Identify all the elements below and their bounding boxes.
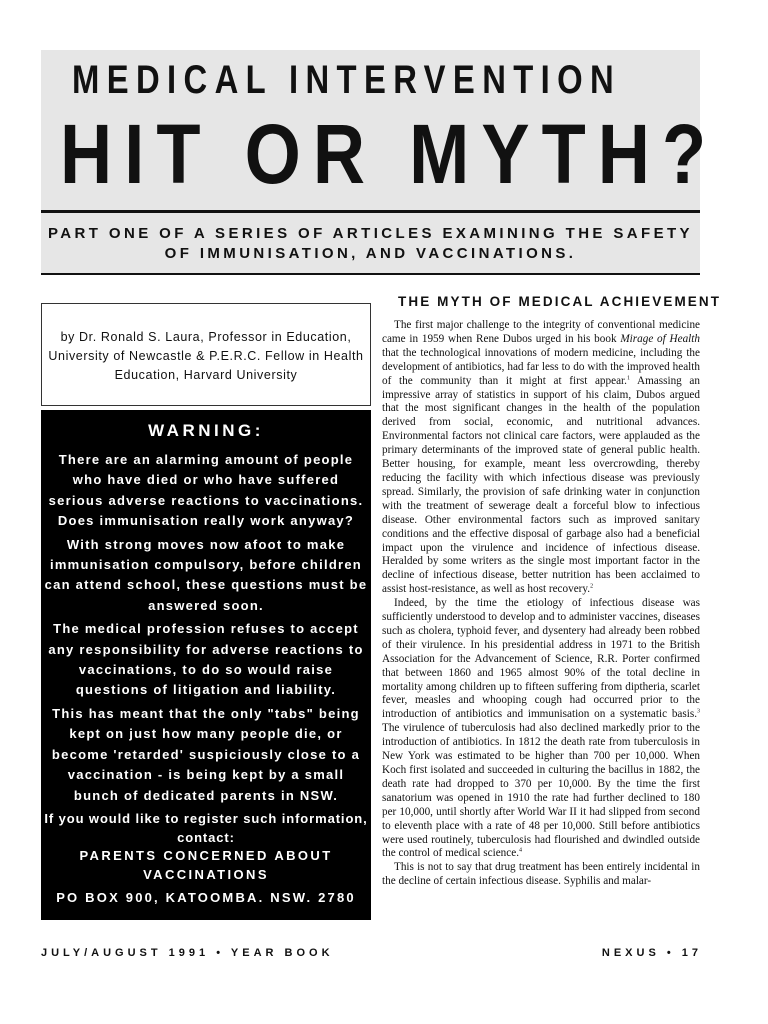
contact-lead: If you would like to register such information, contact:: [44, 811, 368, 845]
footer-page-number: NEXUS • 17: [601, 947, 702, 959]
subtitle: PART ONE OF A SERIES OF ARTICLES EXAMINING THE SAFETY OF IMMUNISATION, AND VACCINATIONS.: [48, 225, 693, 262]
warning-paragraph: The medical profession refuses to accept any responsibility for adverse reactions to vaccinations, to do so would raise questions of litigation and liability.: [48, 621, 364, 698]
article-paragraph: This is not to say that drug treatment has been entirely incidental in the decline of certain infectious disease. Syphilis and malar-: [382, 861, 700, 888]
article-body: [382, 319, 700, 889]
page-title-line2: HIT OR MYTH?: [60, 107, 719, 201]
contact-organisation: PARENTS CONCERNED ABOUT VACCINATIONS: [79, 848, 333, 882]
article-paragraph: The first major challenge to the integrity of conventional medicine came in 1959 when Rene Dubos urged in his book Mirage of Health that the technological innovations of modern medicine, including the development of antibiotics, had far less to do with the improved health of the community than it might at first appear.$^1$ Amassing an impressive array of statistics in support of his claim, Dubos argued that the most significant changes in the health of the population derived from social, economic, and nutritional advances. Environmental factors not clinical care factors, were applauded as the primary determinants of the improved state of general public health. Better housing, for example, meant less overcrowding, thereby reducing the facility with which infectious disease was previously spread. Similarly, the provision of safe drinking water in conjunction with the treatment of sewerage dealt a forceful blow to infectious disease. Other environmental factors such as improved sanitary conditions and the effective disposal of garbage also had a beneficial impact upon the virulence and incidence of infectious disease. Heralded by some writers as the single most important factor in the decline of infectious disease, better nutrition has been acclaimed to assist host-resistance, as well as host recovery.$^2$: [382, 319, 700, 596]
footnote-ref: 4: [519, 847, 522, 854]
footer-issue: JULY/AUGUST 1991 • YEAR BOOK: [41, 947, 334, 959]
warning-paragraph: There are an alarming amount of people who have died or who have suffered serious adverse reactions to vaccinations. Does immunisation really work anyway?: [48, 452, 364, 529]
page-title-line1: MEDICAL INTERVENTION: [72, 58, 622, 102]
footnote-ref: 1: [626, 374, 630, 381]
divider-bottom: [41, 273, 700, 275]
warning-body: [44, 450, 368, 809]
contact-address: PO BOX 900, KATOOMBA. NSW. 2780: [56, 890, 356, 905]
section-heading: THE MYTH OF MEDICAL ACHIEVEMENT: [398, 294, 722, 309]
article-paragraph: Indeed, by the time the etiology of infectious disease was sufficiently understood to develop and to administer vaccines, diseases such as cholera, typhoid fever, and dysentery had already been robbed of their virulence. In his presidential address in 1971 to the British Association for the Advancement of Science, R.R. Porter confirmed that between 1860 and 1965 almost 90% of the total decline in mortality among children up to fifteen suffering from diptheria, scarlet fever, measles and whooping cough had occurred prior to the introduction of antibiotics and immunisation on a systematic basis.$^3$ The virulence of tuberculosis had also declined markedly prior to the introduction of antibiotics. In 1812 the death rate from tuberculosis in New York was estimated to be higher than 700 per 10,000. When Koch first isolated and succeeded in culturing the bacillus in 1882, the death rate had dropped to 370 per 10,000. By the time the first sanatorium was opened in 1910 the rate had further declined to 180 per 10,000, until shortly after World War II it had slipped from second to eleventh place with a rate of 48 per 10,000. Still before antibiotics were used routinely, tuberculosis had flourished and dwindled outside the control of medical science.$^4$: [382, 597, 700, 860]
book-title: Mirage of Health: [620, 332, 700, 345]
warning-paragraph: This has meant that the only "tabs" being kept on just how many people die, or become 'retarded' suspiciously close to a vaccination - is being kept by a small bunch of dedicated parents in NSW.: [51, 705, 361, 803]
footnote-ref: 3: [697, 708, 700, 715]
warning-paragraph: With strong moves now afoot to make immunisation compulsory, before children can attend school, these questions must be answered soon.: [44, 536, 368, 613]
footnote-ref: 2: [590, 583, 594, 590]
warning-title: WARNING:: [148, 421, 264, 440]
author-byline: by Dr. Ronald S. Laura, Professor in Education, University of Newcastle & P.E.R.C. Fellow in Health Education, Harvard University: [48, 330, 364, 382]
warning-contact: [44, 810, 368, 908]
